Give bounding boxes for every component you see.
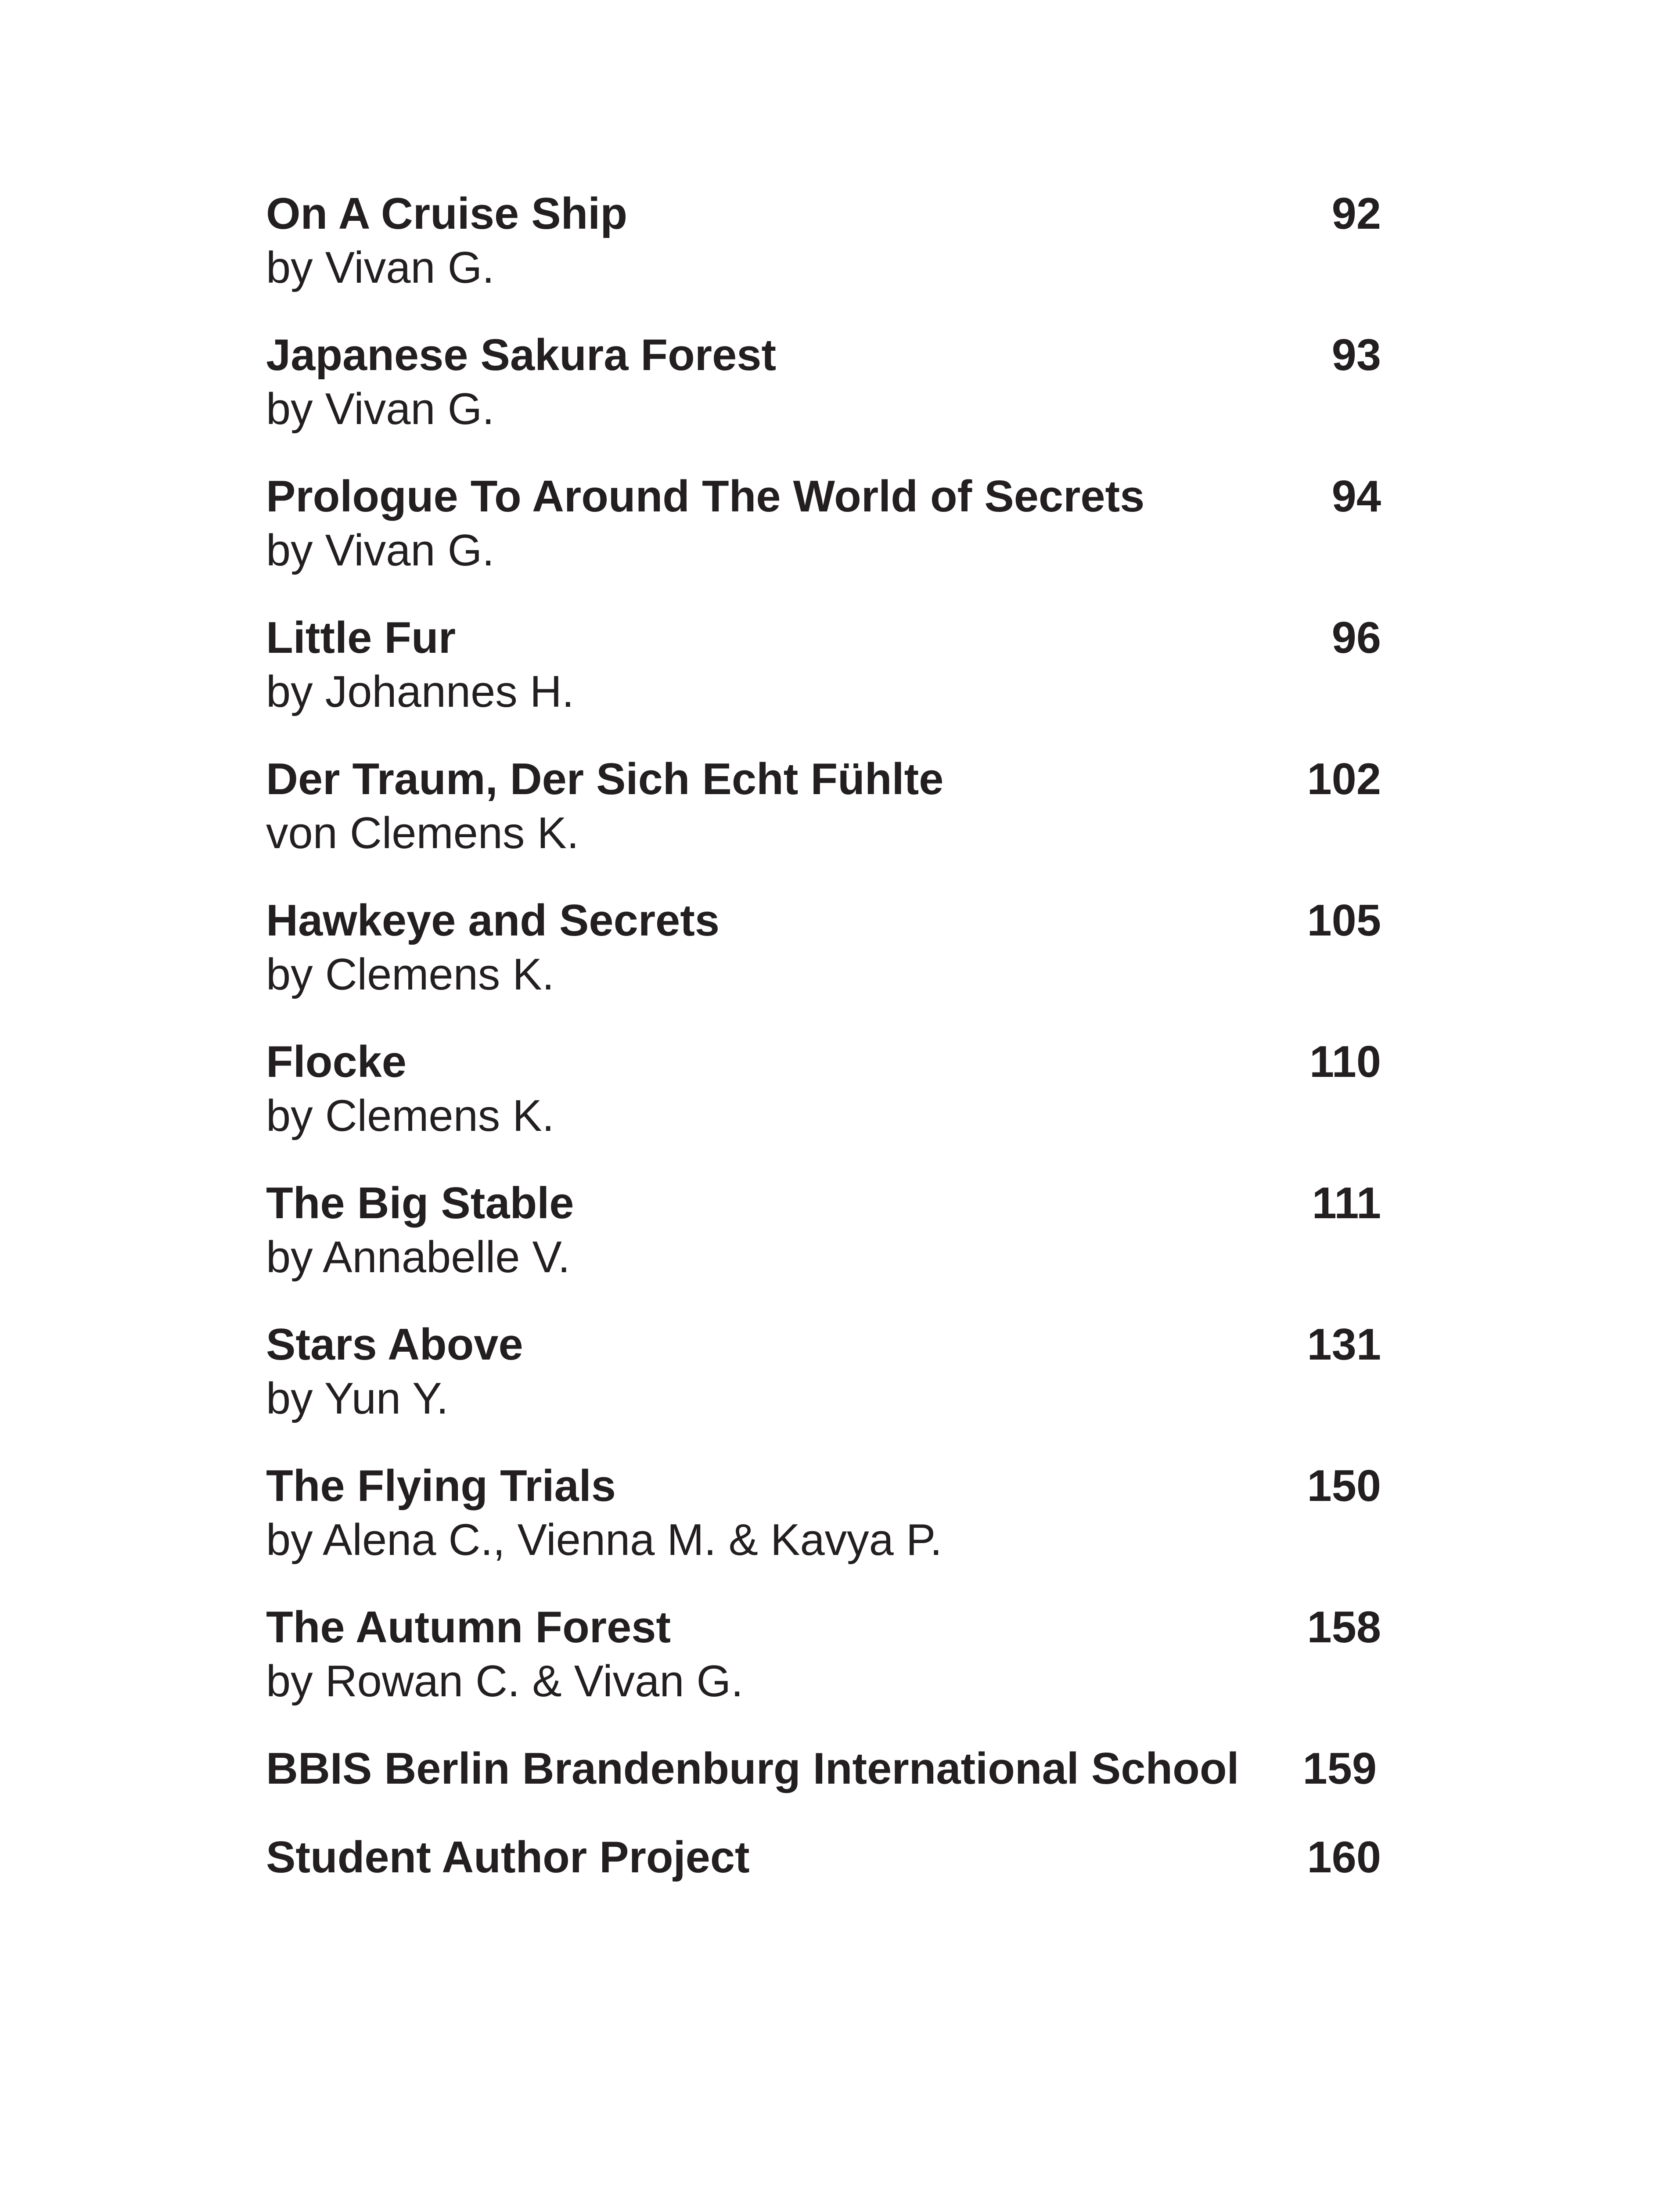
entry-title: Little Fur [266, 613, 456, 662]
entry-title: Stars Above [266, 1320, 523, 1369]
entry-author: by Vivan G. [266, 526, 495, 575]
entry-author: by Rowan C. & Vivan G. [266, 1657, 744, 1706]
entry-author: by Vivan G. [266, 385, 495, 434]
toc-entry [266, 1600, 1381, 1742]
toc-entry [266, 752, 1381, 893]
toc-entry [266, 1459, 1381, 1600]
entry-page-number: 105 [1307, 896, 1381, 945]
toc-entry [266, 469, 1381, 611]
entry-page-number: 131 [1307, 1320, 1381, 1369]
entry-page-number: 158 [1307, 1603, 1381, 1652]
entry-author: by Annabelle V. [266, 1233, 570, 1282]
entry-title: Der Traum, Der Sich Echt Fühlte [266, 755, 944, 804]
toc-entry [266, 611, 1381, 752]
entry-page-number: 110 [1309, 1037, 1381, 1087]
entry-author: von Clemens K. [266, 809, 579, 858]
entry-page-number: 96 [1331, 613, 1381, 662]
entry-author: by Yun Y. [266, 1374, 449, 1423]
entry-author: by Clemens K. [266, 1091, 554, 1141]
entry-page-number: 93 [1331, 331, 1381, 380]
toc-entry [266, 328, 1381, 469]
entry-title: Student Author Project [266, 1833, 750, 1882]
entry-title: The Big Stable [266, 1179, 574, 1228]
entry-title: Prologue To Around The World of Secrets [266, 472, 1145, 521]
entry-page-number: 111 [1312, 1179, 1381, 1228]
entry-author: by Johannes H. [266, 667, 574, 716]
entry-page-number: 102 [1307, 755, 1381, 804]
toc-entry [266, 1176, 1381, 1317]
entry-page-number: 150 [1307, 1461, 1381, 1511]
entry-title: Japanese Sakura Forest [266, 331, 777, 380]
entry-page-number: 94 [1331, 472, 1381, 521]
toc-entry [266, 187, 1381, 328]
entry-title: The Autumn Forest [266, 1603, 671, 1652]
entry-page-number: 92 [1331, 189, 1381, 238]
entry-author: by Alena C., Vienna M. & Kavya P. [266, 1515, 943, 1565]
toc-entry [266, 1742, 1381, 1830]
entry-title: The Flying Trials [266, 1461, 616, 1511]
table-of-contents [266, 187, 1381, 1919]
toc-entry [266, 1035, 1381, 1176]
toc-entry [266, 893, 1381, 1035]
toc-entry [266, 1317, 1381, 1459]
entry-page-number: 160 [1307, 1833, 1381, 1882]
entry-author: by Clemens K. [266, 950, 554, 999]
entry-title: Flocke [266, 1037, 407, 1087]
entry-page-number: 159 [1302, 1744, 1377, 1793]
entry-title: On A Cruise Ship [266, 189, 628, 238]
entry-title: BBIS Berlin Brandenburg International School [266, 1744, 1239, 1793]
entry-title: Hawkeye and Secrets [266, 896, 720, 945]
toc-entry [266, 1830, 1381, 1919]
entry-author: by Vivan G. [266, 243, 495, 292]
